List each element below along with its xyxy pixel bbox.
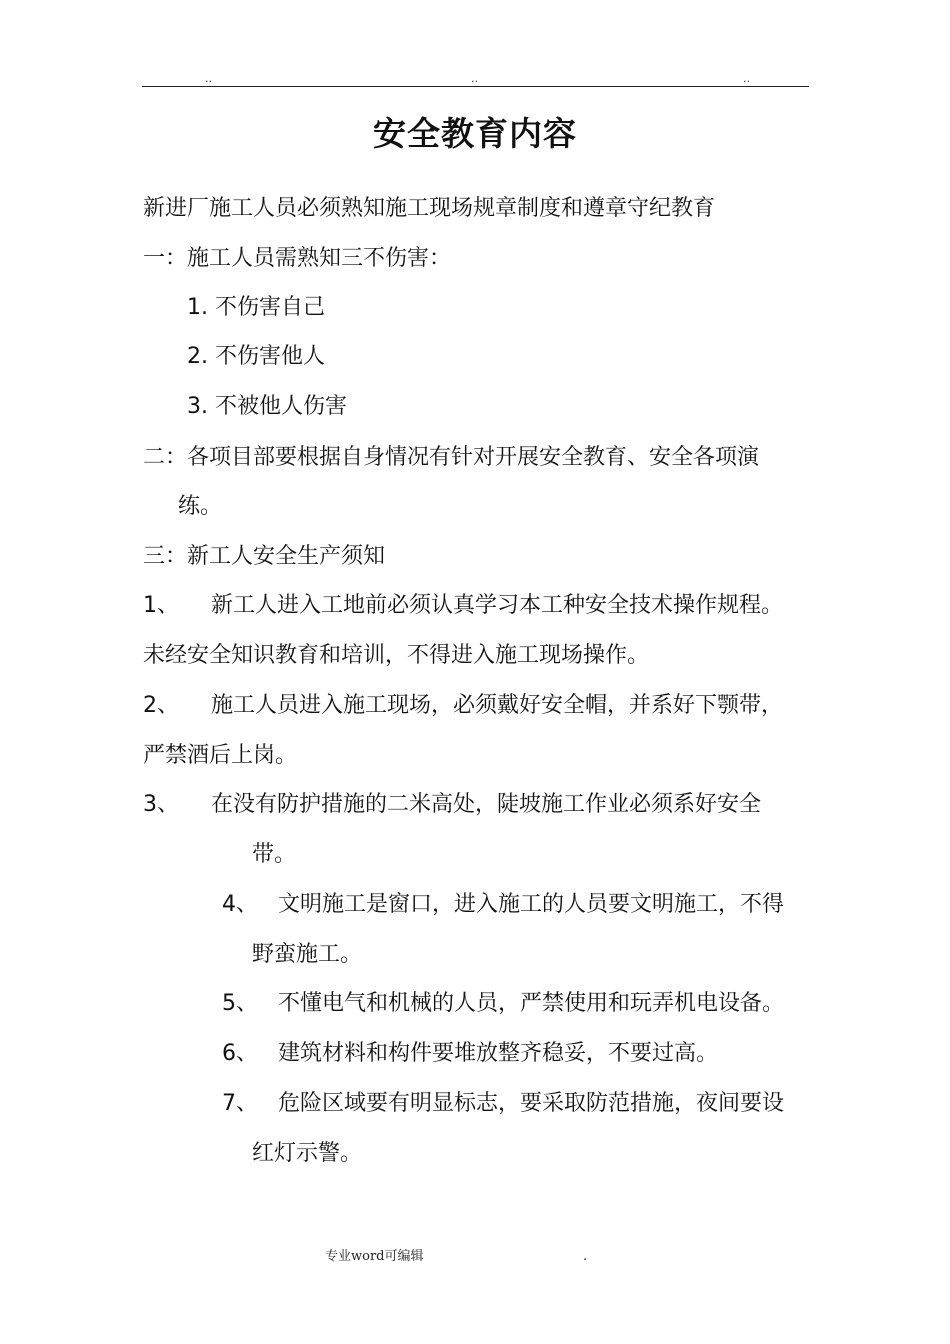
header-dot-left: .. xyxy=(205,72,212,85)
rule-7-line-2: 红灯示警。 xyxy=(252,1141,363,1166)
rule-3-line-2: 带。 xyxy=(252,842,297,867)
rule-3-number: 3、 xyxy=(143,792,179,817)
section-3-heading: 三：新工人安全生产须知 xyxy=(143,544,386,569)
rule-6-number: 6、 xyxy=(222,1041,258,1066)
rule-4-number: 4、 xyxy=(222,892,258,917)
rule-1-line-2: 未经安全知识教育和培训，不得进入施工现场操作。 xyxy=(143,643,650,668)
rule-7-number: 7、 xyxy=(222,1091,258,1116)
rule-7-line-1: 危险区域要有明显标志，要采取防范措施，夜间要设 xyxy=(278,1091,785,1116)
rule-4-line-2: 野蛮施工。 xyxy=(252,942,363,967)
rule-2-number: 2、 xyxy=(143,693,179,718)
header-dot-center: .. xyxy=(471,72,478,85)
section-1-item-2: 2. 不伤害他人 xyxy=(187,344,325,369)
section-2-line-1: 二：各项目部要根据自身情况有针对开展安全教育、安全各项演 xyxy=(143,445,760,470)
section-1-heading: 一：施工人员需熟知三不伤害： xyxy=(143,246,452,271)
rule-1-line-1: 新工人进入工地前必须认真学习本工种安全技术操作规程。 xyxy=(211,593,784,618)
section-1-item-1: 1. 不伤害自己 xyxy=(187,295,325,320)
footer-text: 专业word可编辑 xyxy=(325,1249,424,1264)
rule-1-number: 1、 xyxy=(143,593,179,618)
document-title: 安全教育内容 xyxy=(373,114,577,153)
intro-paragraph: 新进厂施工人员必须熟知施工现场规章制度和遵章守纪教育 xyxy=(143,196,716,221)
rule-3-line-1: 在没有防护措施的二米高处，陡坡施工作业必须系好安全 xyxy=(211,792,762,817)
header-rule xyxy=(142,86,809,87)
footer-dot: . xyxy=(583,1249,588,1264)
rule-6-line-1: 建筑材料和构件要堆放整齐稳妥，不要过高。 xyxy=(278,1041,719,1066)
section-1-item-3: 3. 不被他人伤害 xyxy=(187,394,347,419)
rule-2-line-1: 施工人员进入施工现场，必须戴好安全帽，并系好下颚带， xyxy=(211,693,784,718)
header-dot-right: .. xyxy=(743,72,750,85)
section-2-line-2: 练。 xyxy=(178,494,223,519)
rule-2-line-2: 严禁酒后上岗。 xyxy=(143,743,298,768)
rule-4-line-1: 文明施工是窗口，进入施工的人员要文明施工，不得 xyxy=(278,892,785,917)
rule-5-line-1: 不懂电气和机械的人员，严禁使用和玩弄机电设备。 xyxy=(278,991,785,1016)
rule-5-number: 5、 xyxy=(222,991,258,1016)
